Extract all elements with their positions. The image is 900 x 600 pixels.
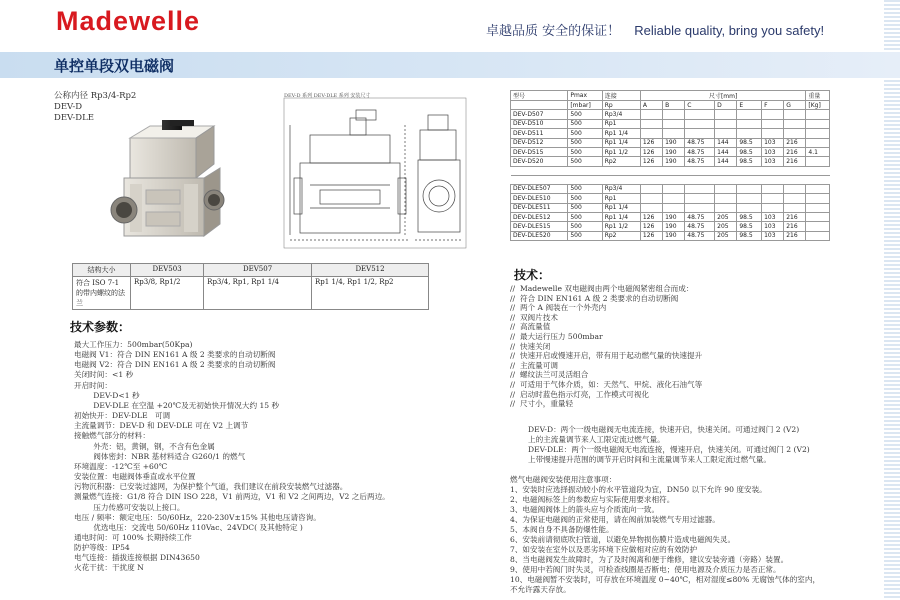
spec-cell: DEV-DLE515: [511, 222, 568, 231]
spec-row: [511, 157, 830, 166]
spec-cell: 216: [784, 212, 806, 221]
spec-cell: [715, 203, 737, 212]
spec-cell: 216: [784, 147, 806, 156]
spec-cell: 500: [568, 119, 602, 128]
spec-cell: 500: [568, 129, 602, 138]
feature-line: // 最大运行压力 500mbar: [510, 331, 603, 341]
spec-row: [511, 194, 830, 203]
spec-table-header: F: [762, 101, 784, 110]
spec-cell: 205: [715, 212, 737, 221]
spec-cell: [806, 222, 830, 231]
spec-cell: [663, 129, 685, 138]
spec-table-header: A: [640, 101, 662, 110]
spec-cell: [663, 194, 685, 203]
spec-cell: [784, 203, 806, 212]
spec-cell: [806, 184, 830, 193]
note-line: 2、电磁阀标签上的参数应与实际使用要求相符。: [510, 495, 675, 504]
description-line: DEV-DLE：两个一级电磁阀无电流连接，慢速开启，快速关闭。可通过阀门 2 (V2): [528, 445, 810, 454]
spec-cell: Rp1: [602, 194, 640, 203]
spec-cell: DEV-DLE511: [511, 203, 568, 212]
tech-heading: 技术：: [514, 268, 551, 282]
features-list: [510, 284, 702, 409]
spec-cell: [737, 119, 762, 128]
spec-cell: 216: [784, 157, 806, 166]
spec-cell: [640, 184, 662, 193]
spec-cell: Rp3/4: [602, 110, 640, 119]
model-line: DEV-DLE: [54, 113, 94, 123]
note-line: 10、电磁阀暂不安装时，可存放在环境温度 0~40℃，相对湿度≤80% 无腐蚀气体的室内，: [510, 575, 821, 584]
spec-cell: 500: [568, 157, 602, 166]
spec-cell: DEV-D511: [511, 129, 568, 138]
spec-cell: 48.75: [685, 157, 715, 166]
feature-line: // 快速开启或慢速开启，带有用于起动燃气量的快速提升: [510, 351, 703, 361]
spec-table-header: [mbar]: [568, 101, 602, 110]
spec-group-d: [511, 110, 830, 166]
spec-cell: 144: [715, 147, 737, 156]
spec-cell: [737, 184, 762, 193]
feature-line: // 启动时蓝色指示灯亮，工作模式可视化: [510, 389, 650, 399]
spec-cell: [784, 184, 806, 193]
tech-param-line: 初始快开：DEV-DLE 可调: [74, 411, 171, 421]
spec-cell: [806, 138, 830, 147]
spec-cell: [737, 194, 762, 203]
spec-cell: [784, 110, 806, 119]
feature-line: // 双阀片技术: [510, 312, 558, 322]
size-table-header: DEV507: [204, 264, 312, 277]
spec-row: [511, 119, 830, 128]
spec-cell: 126: [640, 138, 662, 147]
feature-line: // 主流量可调: [510, 360, 558, 370]
spec-table: [510, 90, 830, 241]
description-line: DEV-D：两个一级电磁阀无电流连接，快速开启，快速关闭。可通过阀门 2 (V2): [528, 425, 800, 434]
model-description: [528, 425, 878, 465]
spec-table-header: C: [685, 101, 715, 110]
spec-row: [511, 231, 830, 240]
spec-cell: 48.75: [685, 138, 715, 147]
tech-param-line: 火花干扰：干扰度 N: [74, 563, 144, 573]
tech-params-heading: 技术参数：: [70, 320, 131, 334]
spec-cell: Rp1: [602, 119, 640, 128]
spec-cell: 98.5: [737, 222, 762, 231]
feature-line: // 两个 A 阀装在一个外壳内: [510, 303, 607, 313]
spec-cell: 126: [640, 157, 662, 166]
spec-cell: DEV-DLE507: [511, 184, 568, 193]
spec-cell: Rp2: [602, 157, 640, 166]
spec-cell: Rp2: [602, 231, 640, 240]
spec-cell: [806, 194, 830, 203]
spec-table-header: E: [737, 101, 762, 110]
spec-cell: [715, 110, 737, 119]
spec-table-header: D: [715, 101, 737, 110]
tech-param-line: 电磁阀 V2：符合 DIN EN161 A 级 2 类要求的自动切断阀: [74, 360, 276, 370]
tech-param-line: 电磁阀 V1：符合 DIN EN161 A 级 2 类要求的自动切断阀: [74, 350, 276, 360]
installation-notes: [510, 475, 880, 595]
spec-cell: [640, 110, 662, 119]
spec-cell: [762, 119, 784, 128]
model-line: 公称内径 Rp3/4-Rp2: [54, 91, 137, 101]
tech-param-line: 测量燃气连接：G1/8 符合 DIN ISO 228，V1 前两边，V1 和 V2 之间两边，V2 之后两边。: [74, 492, 390, 502]
spec-cell: 103: [762, 147, 784, 156]
description-line: 上带慢速提升范围的调节开启时间和主流量调节来人工限定流过燃气量。: [528, 455, 771, 464]
spec-cell: [685, 129, 715, 138]
spec-cell: DEV-D515: [511, 147, 568, 156]
spec-cell: [737, 129, 762, 138]
feature-line: // 高流量值: [510, 322, 551, 332]
spec-cell: 48.75: [685, 147, 715, 156]
spec-cell: [685, 203, 715, 212]
spec-cell: [806, 157, 830, 166]
tech-param-line: DEV-D<1 秒: [74, 390, 140, 400]
spec-cell: 500: [568, 203, 602, 212]
note-line: 6、安装前请彻底吹扫管道，以避免异物损伤膜片造成电磁阀失灵。: [510, 535, 736, 544]
size-table-cell: 符合 ISO 7-1 的带内螺纹的法兰: [73, 277, 131, 310]
note-line: 8、当电磁阀发生故障时，为了及时阀离和便于维修，建议安装旁通（旁路）装置。: [510, 555, 789, 564]
tech-param-line: 环境温度：-12℃至 +60℃: [74, 461, 168, 471]
spec-cell: 98.5: [737, 231, 762, 240]
spec-cell: 144: [715, 138, 737, 147]
spec-row: [511, 138, 830, 147]
note-line: 3、电磁阀阀体上的箭头应与介质流向一致。: [510, 505, 660, 514]
feature-line: // 螺纹法兰可灵活组合: [510, 370, 589, 380]
tech-param-line: 主流量调节：DEV-D 和 DEV-DLE 可在 V2 上调节: [74, 421, 249, 431]
spec-cell: 126: [640, 147, 662, 156]
spec-row: [511, 212, 830, 221]
spec-cell: [784, 194, 806, 203]
spec-gap: [511, 166, 830, 184]
spec-cell: [640, 129, 662, 138]
spec-cell: 48.75: [685, 212, 715, 221]
spec-cell: 144: [715, 157, 737, 166]
spec-table-header: [Kg]: [806, 101, 830, 110]
spec-row: [511, 222, 830, 231]
drawing-lines: [280, 90, 470, 255]
note-line: 不允许露天存放。: [510, 585, 571, 594]
spec-cell: [762, 203, 784, 212]
product-photo: [110, 120, 230, 250]
spec-cell: DEV-DLE510: [511, 194, 568, 203]
drawing-caption: DEV-D 系列 DEV-DLE 系列 安装尺寸: [284, 93, 371, 99]
spec-cell: DEV-DLE520: [511, 231, 568, 240]
brand-logo: Madewelle: [56, 6, 201, 36]
spec-cell: 190: [663, 231, 685, 240]
spec-table-header: G: [784, 101, 806, 110]
tagline-en: Reliable quality, bring you safety!: [634, 23, 825, 38]
description-line: 上的主流量调节来人工限定流过燃气量。: [528, 435, 665, 444]
spec-cell: [762, 194, 784, 203]
spec-cell: 190: [663, 157, 685, 166]
spec-table-header: 连接: [602, 91, 640, 101]
spec-cell: 205: [715, 222, 737, 231]
spec-cell: Rp1 1/4: [602, 203, 640, 212]
spec-cell: 500: [568, 184, 602, 193]
spec-cell: 216: [784, 138, 806, 147]
spec-cell: [640, 203, 662, 212]
spec-cell: 216: [784, 222, 806, 231]
spec-cell: 190: [663, 212, 685, 221]
feature-line: // Madewelle 双电磁阀由两个电磁阀紧密组合而成：: [510, 284, 694, 293]
title-band: [0, 52, 900, 78]
note-line: 4、为保证电磁阀的正常使用，请在阀前加装燃气专用过滤器。: [510, 515, 720, 524]
spec-table-header: [511, 101, 568, 110]
spec-row: [511, 203, 830, 212]
size-table-header: DEV512: [312, 264, 429, 277]
spec-cell: 500: [568, 212, 602, 221]
spec-cell: 190: [663, 147, 685, 156]
spec-cell: Rp1 1/4: [602, 212, 640, 221]
spec-cell: 205: [715, 231, 737, 240]
tagline-cn: 卓越品质 安全的保证！: [486, 24, 621, 39]
spec-cell: [663, 110, 685, 119]
spec-cell: [685, 194, 715, 203]
spec-cell: [806, 110, 830, 119]
spec-cell: 98.5: [737, 138, 762, 147]
spec-cell: 103: [762, 231, 784, 240]
spec-cell: [663, 203, 685, 212]
spec-cell: [806, 203, 830, 212]
spec-cell: [784, 119, 806, 128]
spec-cell: DEV-DLE512: [511, 212, 568, 221]
spec-table-header: Pmax: [568, 91, 602, 101]
spec-cell: [737, 110, 762, 119]
tech-param-line: 压力传感可安装以上接口。: [74, 502, 185, 512]
note-line: 5、本阀自身不具备防爆性能。: [510, 525, 614, 534]
spec-cell: 500: [568, 110, 602, 119]
spec-group-dle: [511, 184, 830, 240]
size-table-cell: Rp1 1/4, Rp1 1/2, Rp2: [312, 277, 429, 310]
tech-param-line: 外壳：铝，黄铜，钢，不含有色金属: [74, 441, 215, 451]
note-line: 燃气电磁阀安装使用注意事项：: [510, 475, 617, 484]
size-table-header: DEV503: [131, 264, 204, 277]
note-line: 1、安装时应选择振动较小的水平管道段为宜，DN50 以下允许 90 度安装。: [510, 485, 767, 494]
spec-cell: 216: [784, 231, 806, 240]
tech-param-line: 通电时间：可 100% 长期持续工作: [74, 532, 192, 542]
spec-cell: DEV-D510: [511, 119, 568, 128]
spec-cell: [685, 119, 715, 128]
spec-cell: 48.75: [685, 231, 715, 240]
tech-param-line: 防护等级：IP54: [74, 543, 130, 553]
size-table-header: 结构大小: [73, 264, 131, 277]
spec-cell: 126: [640, 222, 662, 231]
spec-cell: 126: [640, 212, 662, 221]
spec-cell: 500: [568, 231, 602, 240]
spec-cell: 98.5: [737, 212, 762, 221]
spec-cell: 103: [762, 212, 784, 221]
page-title: 单控单段双电磁阀: [54, 57, 175, 75]
spec-cell: Rp1 1/2: [602, 222, 640, 231]
spec-cell: 103: [762, 138, 784, 147]
spec-cell: [640, 194, 662, 203]
spec-cell: 190: [663, 138, 685, 147]
feature-line: // 符合 DIN EN161 A 级 2 类要求的自动切断阀: [510, 293, 679, 303]
size-table-cell: Rp3/4, Rp1, Rp1 1/4: [204, 277, 312, 310]
spec-cell: [806, 119, 830, 128]
spec-cell: DEV-D512: [511, 138, 568, 147]
spec-table-header: 重量: [806, 91, 830, 101]
tech-params-list: [74, 340, 390, 574]
note-line: 9、使用中若阀门时失灵，可检查线圈是否断电；使用电源及介质压力是否正常。: [510, 565, 781, 574]
spec-cell: Rp1 1/4: [602, 129, 640, 138]
technical-drawing: [280, 90, 470, 255]
spec-cell: Rp1 1/2: [602, 147, 640, 156]
tech-param-line: 开启时间：: [74, 380, 112, 390]
spec-cell: Rp1 1/4: [602, 138, 640, 147]
tech-param-line: 关闭时间：<1 秒: [74, 370, 134, 380]
spec-cell: 48.75: [685, 222, 715, 231]
spec-cell: [663, 119, 685, 128]
spec-cell: 500: [568, 194, 602, 203]
spec-cell: 190: [663, 222, 685, 231]
spec-cell: 500: [568, 222, 602, 231]
spec-cell: [663, 184, 685, 193]
spec-cell: 126: [640, 231, 662, 240]
tech-param-line: 接触燃气部分的材料：: [74, 431, 150, 441]
spec-table-header: 尺寸[mm]: [640, 91, 806, 101]
tagline: [486, 20, 824, 39]
feature-line: // 快速关闭: [510, 341, 551, 351]
tech-param-line: 污物沉积器：已安装过滤网，为保护整个气道，我们建议在前段安装燃气过滤器。: [74, 482, 348, 492]
spec-table-header: 型号: [511, 91, 568, 101]
tech-param-line: 优选电压：交流电 50/60Hz 110Vac、24VDC( 及其他特定 ): [74, 522, 303, 532]
spec-cell: [715, 184, 737, 193]
spec-cell: [640, 119, 662, 128]
spec-cell: [737, 203, 762, 212]
spec-cell: 103: [762, 222, 784, 231]
spec-cell: [762, 184, 784, 193]
spec-cell: [715, 119, 737, 128]
tech-param-line: 电气连接：插拔连接根据 DIN43650: [74, 553, 200, 563]
decorative-stripe: [884, 0, 900, 600]
spec-cell: DEV-D520: [511, 157, 568, 166]
spec-cell: 103: [762, 157, 784, 166]
spec-cell: Rp3/4: [602, 184, 640, 193]
spec-cell: 500: [568, 147, 602, 156]
spec-cell: [784, 129, 806, 138]
spec-cell: [762, 129, 784, 138]
feature-line: // 可适用于气体介质，如：天然气、甲烷、液化石油气等: [510, 379, 703, 389]
spec-cell: [806, 231, 830, 240]
spec-row: [511, 110, 830, 119]
spec-cell: [806, 212, 830, 221]
spec-table-header: B: [663, 101, 685, 110]
tech-param-line: 最大工作压力：500mbar(50Kpa): [74, 340, 193, 349]
spec-table-header: Rp: [602, 101, 640, 110]
spec-cell: DEV-D507: [511, 110, 568, 119]
tech-param-line: 阀体密封：NBR 基材料适合 G260/1 的燃气: [74, 451, 246, 461]
spec-row: [511, 147, 830, 156]
size-table: [72, 263, 429, 310]
spec-row: [511, 184, 830, 193]
tech-param-line: DEV-DLE 在空温 +20℃及无初始快开情况大约 15 秒: [74, 400, 280, 410]
tech-param-line: 安装位置：电磁阀体垂直或水平位置: [74, 472, 196, 482]
model-line: DEV-D: [54, 102, 83, 112]
spec-cell: 4.1: [806, 147, 830, 156]
spec-cell: 98.5: [737, 157, 762, 166]
spec-cell: 500: [568, 138, 602, 147]
spec-cell: [715, 194, 737, 203]
spec-cell: [685, 110, 715, 119]
spec-cell: 98.5: [737, 147, 762, 156]
spec-cell: [762, 110, 784, 119]
size-table-cell: Rp3/8, Rp1/2: [131, 277, 204, 310]
feature-line: // 尺寸小，重量轻: [510, 399, 574, 409]
spec-cell: [715, 129, 737, 138]
spec-cell: [806, 129, 830, 138]
tech-param-line: 电压 / 频率：额定电压：50/60Hz，220-230V±15% 其他电压请咨询。: [74, 512, 321, 522]
note-line: 7、如安装在室外以及恶劣环境下应做相对应的有效防护: [510, 545, 698, 554]
spec-cell: [685, 184, 715, 193]
spec-row: [511, 129, 830, 138]
